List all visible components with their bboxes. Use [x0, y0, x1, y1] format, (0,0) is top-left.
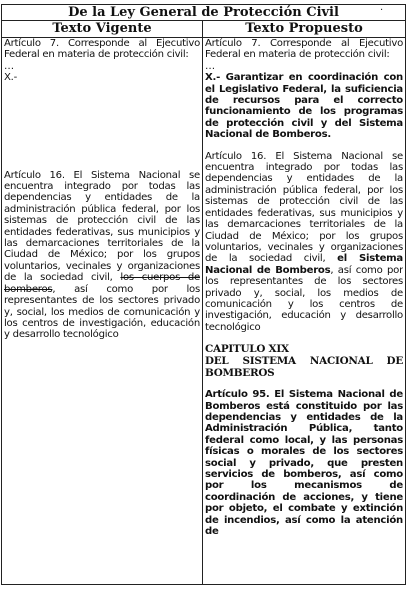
left-art16-text: Artículo 16. El Sistema Nacional se encuentra integrado por todas las dependencias y entidades de la administración pública federal, por los sistemas de protección civil de las entidades federativas, sus municipios y las demarcaciones territoriales de la Ciudad de México; por los grupos voluntarios, vecinales y organizaciones de la sociedad civil,: [4, 169, 200, 284]
right-art16-text: Artículo 16. El Sistema Nacional se encuentra integrado por todas las dependencias y entidades de la administración pública federal, por los sistemas de protección civil de las entidades federativas, sus municipios y las demarcaciones territoriales de la Ciudad de México; por los grupos voluntarios, vecinales y organizaciones de la sociedad civil,: [205, 150, 403, 265]
comparison-table: [1, 4, 406, 585]
right-column-header: Texto Propuesto: [203, 21, 406, 38]
left-art7: Artículo 7. Corresponde al Ejecutivo Federal en materia de protección civil:: [4, 38, 200, 61]
proposed-text-cell: [203, 38, 406, 585]
left-fraccion-x: X.-: [4, 72, 18, 84]
left-art16-rest: , así como por los representantes de los sectores privado y, social, los medios de comunicación y los centros de investigación, educación y desarrollo tecnológico: [4, 283, 200, 341]
right-ellipsis: …: [205, 60, 215, 72]
right-chapter: CAPITULO XIX: [205, 343, 289, 356]
right-art16-bold: el Sistema Nacional de Bomberos: [205, 253, 403, 276]
right-art95: Artículo 95. El Sistema Nacional de Bomberos está constituido por las dependencias y entidades de la Administración Pública, tanto federal como local, y las personas físicas o morales de los sectores social y privado, que presten servicios de bomberos, así como por los mecanismos de coordinación de acciones, y tiene por objeto, el combate y extinción de incendios, así como la atención de: [205, 389, 403, 538]
right-fraccion-x: X.- Garantizar en coordinación con el Legislativo Federal, la suficiencia de recursos para el correcto funcionamiento de los programas de protección civil y del Sistema Nacional de Bomberos.: [205, 72, 403, 141]
table-title: De la Ley General de Protección Civil: [2, 5, 406, 21]
corner-mark: .: [380, 2, 384, 13]
right-art16-rest: , así como por los representantes de los sectores privado y, social, los medios de comunicación y los centros de investigación, educación y desarrollo tecnológico: [205, 264, 403, 333]
left-art16-struck: los cuerpos de bomberos: [4, 272, 200, 295]
left-ellipsis: …: [4, 60, 14, 72]
right-art7: Artículo 7. Corresponde al Ejecutivo Federal en materia de protección civil:: [205, 38, 403, 61]
right-chapter-title: DEL SISTEMA NACIONAL DE BOMBEROS: [205, 355, 403, 380]
current-text-cell: [2, 38, 203, 585]
left-column-header: Texto Vigente: [2, 21, 203, 38]
left-art16: [4, 170, 200, 341]
right-art16: [205, 151, 403, 334]
